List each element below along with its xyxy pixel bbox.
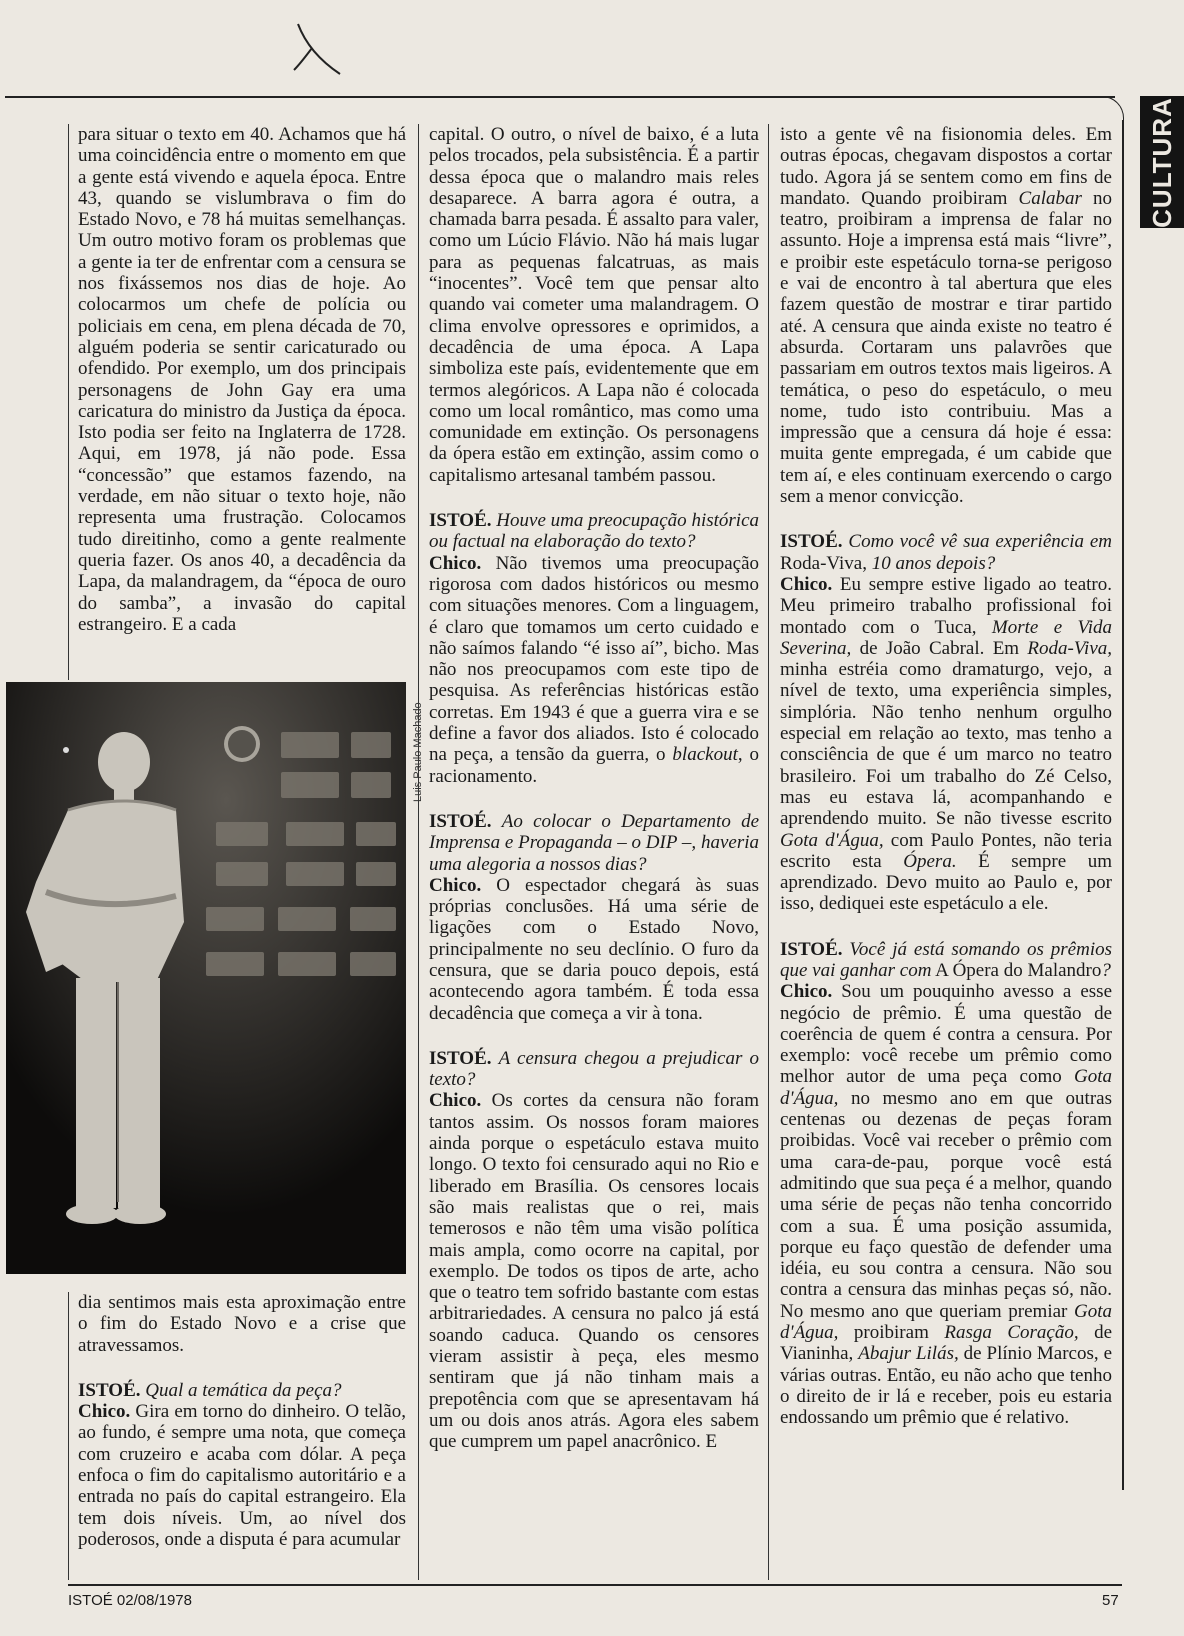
answer-text: de Vianinha,	[780, 1322, 1113, 1365]
answer-italic: Rasga Coração,	[944, 1322, 1079, 1344]
answer-block	[780, 574, 1112, 915]
answer-label: Chico.	[780, 981, 833, 1003]
answer-text: proibiram	[853, 1322, 929, 1344]
answer-text: com Paulo Pontes, não teria escrito esta	[780, 829, 1113, 872]
question-text: Houve uma preocupação histórica ou factual na elaboração do texto?	[429, 510, 760, 553]
question-roman: A Ópera do Malandro	[935, 959, 1102, 981]
question-block	[78, 1380, 406, 1401]
handwritten-x-mark	[290, 18, 350, 78]
question-label: ISTOÉ.	[780, 531, 843, 553]
question-label: ISTOÉ.	[780, 938, 843, 960]
question-label: ISTOÉ.	[429, 810, 492, 832]
answer-italic: Morte e Vida Severina,	[780, 616, 1112, 659]
column-rule-2	[418, 124, 419, 1580]
photo-chico-buarque	[6, 682, 406, 1274]
question-text: A censura chegou a prejudicar o texto?	[429, 1047, 760, 1091]
answer-label: Chico.	[429, 874, 482, 896]
question-text: Como você vê sua experiência em	[848, 531, 1113, 553]
answer-block	[429, 875, 759, 1024]
answer-text: minha estréia como dramaturgo, vejo, a nível de texto, uma experiência simples, simplória. Não tenho nenhum orgulho especial em relação ao texto, mas tenho a consciência de que é um marco no teatro brasileiro. Foi um trabalho do Zé Celso, mas eu estava lá, acompanhando e aprendendo muito. Se não tivesse escrito	[780, 659, 1112, 830]
answer-text: , o racionamento.	[429, 744, 760, 787]
question-text: Ao colocar o Departamento de Imprensa e Propaganda – o DIP –, haveria uma alegoria a nossos dias?	[429, 810, 759, 875]
answer-text: Não tivemos uma preocupação rigorosa com dados históricos ou mesmo com situações menores. Com a linguagem, é claro que tomamos um certo cuidado e não saímos falando “é isso aí”, bicho. Mas não nos preocupamos com este tipo de pesquisa. As referências históricas estão corretas. Em 1943 é que a guerra vira e se define a favor dos aliados. Isto é colocado na peça, a tensão da guerra, o	[429, 552, 759, 766]
question-block	[429, 811, 759, 875]
question-text: Você já está somando os prêmios que vai ganhar com	[780, 938, 1112, 981]
answer-text: de João Cabral. Em	[859, 637, 1020, 659]
answer-block	[780, 981, 1112, 1428]
right-rule	[1122, 120, 1124, 1490]
answer-text: Os cortes da censura não foram tantos assim. Os nossos foram maiores ainda porque o espetáculo estava muito longo. O texto foi censurado aqui no Rio e liberado em Brasília. Os censores locais são mais realistas que o rei, mais temerosos e não têm uma visão política mais ampla, como ocorre na capital, por exemplo. De todos os tipos de arte, acho que o teatro tem sofrido bastante com estas arbitrariedades. A censura no palco já está soando caduca. Quando os censores vieram assistir à peça, eles mesmo sentiram que já não tinham mais a prepotência com que se apresentavam há um ou dois anos atrás. Agora eles sabem que cumprem um papel anacrônico. E	[429, 1090, 760, 1453]
page-number: 57	[1102, 1592, 1119, 1609]
top-rule	[5, 96, 1115, 98]
paragraph: capital. O outro, o nível de baixo, é a luta pelos trocados, pela subsistência. É a partir dessa época que o malandro mais reles desaparece. A barra agora é outra, a chamada barra pesada. É assalto para valer, como um Lúcio Flávio. Não há mais lugar para as pequenas falcatruas, as mais “inocentes”. Você tem que pensar alto quando vai cometer uma malandragem. O clima envolve opressores e oprimidos, a decadência de uma época. A Lapa simboliza este país, evidentemente que em termos alegóricos. A Lapa não é colocada como um local romântico, mas como uma comunidade em extinção. Os personagens da ópera estão em extinção, assim como o capitalismo artesanal também passou.	[429, 124, 759, 486]
answer-italic: Abajur Lilás,	[858, 1343, 959, 1365]
section-tab	[1140, 96, 1184, 228]
column-3	[780, 124, 1112, 1429]
answer-block	[429, 1090, 759, 1452]
answer-text: no mesmo ano em que outras centenas ou dezenas de peças foram proibidas. Você vai receber o prêmio com uma cara-de-pau, porque você está admitindo que sua peça é a melhor, quando uma série de peças não tenha concorrido com a sua. É uma posição assumida, porque eu faço questão de defender uma idéia, eu sou contra a censura. Não sou contra a censura das minhas peças só, não. No mesmo ano que queriam premiar	[780, 1087, 1112, 1322]
paragraph-text: no teatro, proibiram a imprensa de falar no assunto. Hoje a imprensa está mais “livre”, e proibir este espetáculo torna-se perigoso e vai de encontro à tal abertura que eles fazem questão de mostrar e tirar partido até. A censura que ainda existe no teatro é absurda. Cortaram uns palavrões que passariam em outros textos mais ligeiros. A temática, o peso do espetáculo, o meu nome, tudo isto contribuiu. Mas a impressão que a censura dá hoje é essa: muita gente empregada, é um cabide que tem aí, e eles continuam exercendo o cargo sem a menor convicção.	[780, 187, 1112, 508]
question-text: Qual a temática da peça?	[145, 1379, 342, 1401]
column-rule-1a	[68, 124, 69, 680]
answer-block	[429, 553, 759, 787]
answer-label: Chico.	[780, 573, 833, 595]
photo-credit	[410, 682, 424, 802]
answer-italic: Roda-Viva,	[1027, 637, 1112, 659]
answer-text: Sou um pouquinho avesso a esse negócio de prêmio. É uma questão de coerência de quem é contra a censura. Por exemplo: você recebe um prêmio como melhor autor de uma peça como	[780, 981, 1112, 1088]
answer-label: Chico.	[78, 1401, 131, 1423]
question-label: ISTOÉ.	[429, 510, 492, 532]
column-1-bottom	[78, 1292, 406, 1550]
photo-credit-text: Luis Paulo Machado	[412, 702, 424, 802]
answer-text: É sempre um aprendizado. Devo muito ao Paulo e, por isso, dediquei este espetáculo a ele.	[780, 850, 1112, 915]
question-roman: Roda-Viva,	[780, 552, 867, 574]
answer-italic: blackout	[672, 744, 738, 766]
answer-block	[78, 1401, 406, 1550]
answer-italic: Gota d'Água,	[780, 1066, 1113, 1109]
answer-text: Gira em torno do dinheiro. O telão, ao fundo, é sempre uma nota, que começa com cruzeiro e acaba com dólar. A peça enfoca o fim do capitalismo autoritário e a entrada no país do capital estrangeiro. Ela tem dois níveis. Um, ao nível dos poderosos, onde a disputa é para acumular	[78, 1401, 406, 1550]
answer-italic: Ópera.	[903, 850, 957, 872]
question-block	[429, 1048, 759, 1091]
question-text: 10 anos depois?	[871, 552, 996, 574]
question-label: ISTOÉ.	[78, 1379, 141, 1401]
column-1-top	[78, 124, 406, 635]
paragraph: dia sentimos mais esta aproximação entre o fim do Estado Novo e a crise que atravessamos.	[78, 1292, 406, 1356]
answer-label: Chico.	[429, 1090, 482, 1112]
column-rule-1b	[68, 1292, 69, 1580]
paragraph: para situar o texto em 40. Achamos que há uma coincidência entre o momento em que a gente está vivendo e aquela época. Entre 43, quando se vislumbrava o fim do Estado Novo, e 78 há muitas semelhanças. Um outro motivo foram os problemas que a gente ia ter de enfrentar com a censura se nos fixássemos nos dias de hoje. Ao colocarmos um chefe de polícia ou policiais em cena, em plena década de 70, alguém poderia se sentir caricaturado ou ofendido. Por exemplo, um dos principais personagens de John Gay era uma caricatura do ministro da Justiça da época. Isto podia ser feito na Inglaterra de 1728. Aqui, em 1978, já não pode. Essa “concessão” que estamos fazendo, na verdade, em não situar o texto hoje, não representa uma frustração. Colocamos tudo direitinho, como a gente realmente queria fazer. Os anos 40, a decadência da Lapa, da malandragem, da “época de ouro do samba”, a invasão do capital estrangeiro. E a cada	[78, 124, 406, 635]
answer-label: Chico.	[429, 552, 482, 574]
column-rule-3	[768, 124, 769, 1580]
bottom-rule	[68, 1584, 1122, 1586]
top-rule-corner	[1100, 96, 1124, 122]
question-block	[780, 939, 1112, 982]
answer-text: de Plínio Marcos, e várias outras. Então, eu não acho que tenho o direito de ir lá e receber, pois eu estaria endossando um prêmio que é relativo.	[780, 1343, 1113, 1429]
question-block	[780, 531, 1112, 574]
answer-italic: Gota d'Água,	[780, 1300, 1112, 1344]
footer-issue: ISTOÉ 02/08/1978	[68, 1592, 192, 1609]
paragraph-italic: Calabar	[1018, 187, 1082, 209]
answer-text: O espectador chegará às suas próprias conclusões. Há uma série de ligações com o Estado Novo, principalmente no seu declínio. O furo da censura, que se daria pouco depois, está acontecendo agora também. É toda essa decadência que começa a vir à tona.	[429, 874, 760, 1024]
paragraph	[780, 124, 1112, 507]
question-label: ISTOÉ.	[429, 1047, 492, 1069]
answer-text: Eu sempre estive ligado ao teatro. Meu primeiro trabalho profissional foi montado com o Tuca,	[780, 573, 1112, 638]
section-tab-label: CULTURA	[1146, 96, 1177, 228]
question-text: ?	[1101, 959, 1111, 981]
column-2	[429, 124, 759, 1453]
question-block	[429, 510, 759, 553]
answer-italic: Gota d'Água,	[780, 829, 884, 851]
paragraph-text: isto a gente vê na fisionomia deles. Em outras épocas, chegavam dispostos a cortar tudo. Agora já se sentem como em fins de mandato. Quando proibiram	[780, 124, 1112, 209]
